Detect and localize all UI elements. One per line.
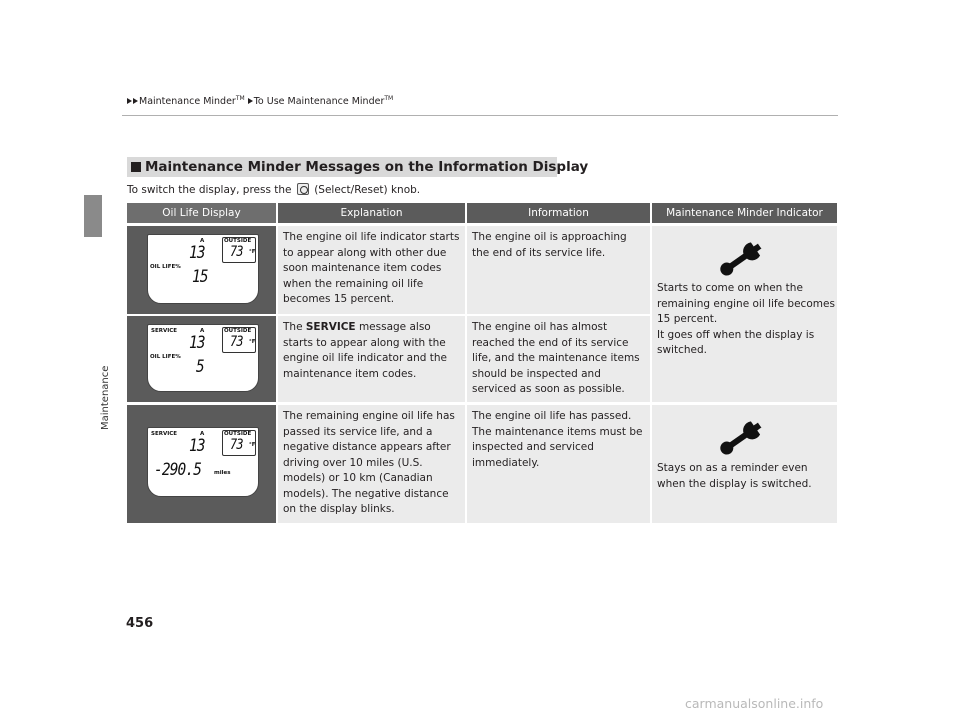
explanation-cell: The remaining engine oil life has passed its service life, and a negative distance appears after driving over 10 miles (U.S. models) or 10 km (Canadian models). The negative distance on the display blinks. <box>278 405 465 523</box>
arrow-icon <box>248 98 253 104</box>
lcd-miles: miles <box>214 470 231 476</box>
breadcrumb <box>127 95 393 107</box>
lcd-temp: 73 <box>230 334 243 350</box>
oil-life-display-cell <box>127 316 276 402</box>
header-indicator: Maintenance Minder Indicator <box>652 203 837 223</box>
header-oil-life-display: Oil Life Display <box>127 203 276 223</box>
lcd-a: A <box>200 238 205 244</box>
lcd-bottom-digits: 15 <box>192 267 208 287</box>
lcd-display <box>147 427 259 497</box>
lcd-top-digits: 13 <box>189 243 205 263</box>
information-cell: The engine oil has almost reached the end of its service life, and the maintenance items should be inspected and serviced as soon as possible. <box>467 316 650 402</box>
header-explanation: Explanation <box>278 203 465 223</box>
square-bullet-icon <box>131 162 141 172</box>
lcd-oil-life-label: OIL LIFE% <box>150 354 181 360</box>
lcd-service: SERVICE <box>151 328 178 334</box>
indicator-text-2: Stays on as a reminder even when the display is switched. <box>657 462 812 490</box>
intro-after: (Select/Reset) knob. <box>314 184 421 196</box>
section-heading <box>127 157 589 177</box>
lcd-display <box>147 234 259 304</box>
explanation-post: message also starts to appear along with the engine oil life indicator and the maintenance item codes. <box>283 321 447 380</box>
lcd-a: A <box>200 328 205 334</box>
watermark: carmanualsonline.info <box>685 696 824 711</box>
explanation-cell <box>278 316 465 402</box>
breadcrumb-part2: To Use Maintenance Minder <box>253 96 385 108</box>
lcd-service: SERVICE <box>151 431 178 437</box>
arrow-icon <box>127 98 132 104</box>
service-keyword: SERVICE <box>305 321 356 333</box>
lcd-top-digits: 13 <box>189 333 205 353</box>
lcd-top-digits: 13 <box>189 436 205 456</box>
lcd-a: A <box>200 431 205 437</box>
lcd-bottom-digits: 5 <box>196 357 204 377</box>
lcd-outside: OUTSIDE <box>224 431 252 437</box>
lcd-oil-life-label: OIL LIFE% <box>150 264 181 270</box>
lcd-temp: 73 <box>230 437 243 453</box>
oil-life-display-cell <box>127 226 276 314</box>
indicator-cell <box>652 226 837 402</box>
lcd-display <box>147 324 259 392</box>
tm-mark: TM <box>384 95 394 102</box>
arrow-icon <box>133 98 138 104</box>
lcd-outside: OUTSIDE <box>224 328 252 334</box>
chapter-tab <box>84 195 102 237</box>
indicator-text-1: Starts to come on when the remaining engine oil life becomes 15 percent. It goes off when the display is switched. <box>657 282 835 356</box>
lcd-temp: 73 <box>230 244 243 260</box>
breadcrumb-part1: Maintenance Minder <box>139 96 236 108</box>
information-cell: The engine oil is approaching the end of its service life. <box>467 226 650 314</box>
explanation-cell: The engine oil life indicator starts to appear along with other due soon maintenance item codes when the remaining oil life becomes 15 percent. <box>278 226 465 314</box>
explanation-pre: The <box>283 321 303 333</box>
lcd-bottom-digits: -290.5 <box>154 460 202 480</box>
header-rule <box>122 115 838 116</box>
lcd-unit: °F <box>249 442 256 448</box>
tm-mark: TM <box>235 95 245 102</box>
intro-text <box>127 183 420 196</box>
intro-before: To switch the display, press the <box>127 184 292 196</box>
wrench-icon <box>714 414 774 458</box>
lcd-unit: °F <box>249 249 256 255</box>
wrench-icon <box>714 235 774 279</box>
oil-life-display-cell <box>127 405 276 523</box>
lcd-unit: °F <box>249 339 256 345</box>
lcd-outside: OUTSIDE <box>224 238 252 244</box>
page-number: 456 <box>126 616 154 631</box>
section-heading-text: Maintenance Minder Messages on the Information Display <box>145 159 589 175</box>
indicator-cell <box>652 405 837 523</box>
information-cell: The engine oil life has passed. The maintenance items must be inspected and serviced immediately. <box>467 405 650 523</box>
header-information: Information <box>467 203 650 223</box>
select-reset-knob-icon <box>297 183 309 195</box>
chapter-label: Maintenance <box>100 365 111 430</box>
